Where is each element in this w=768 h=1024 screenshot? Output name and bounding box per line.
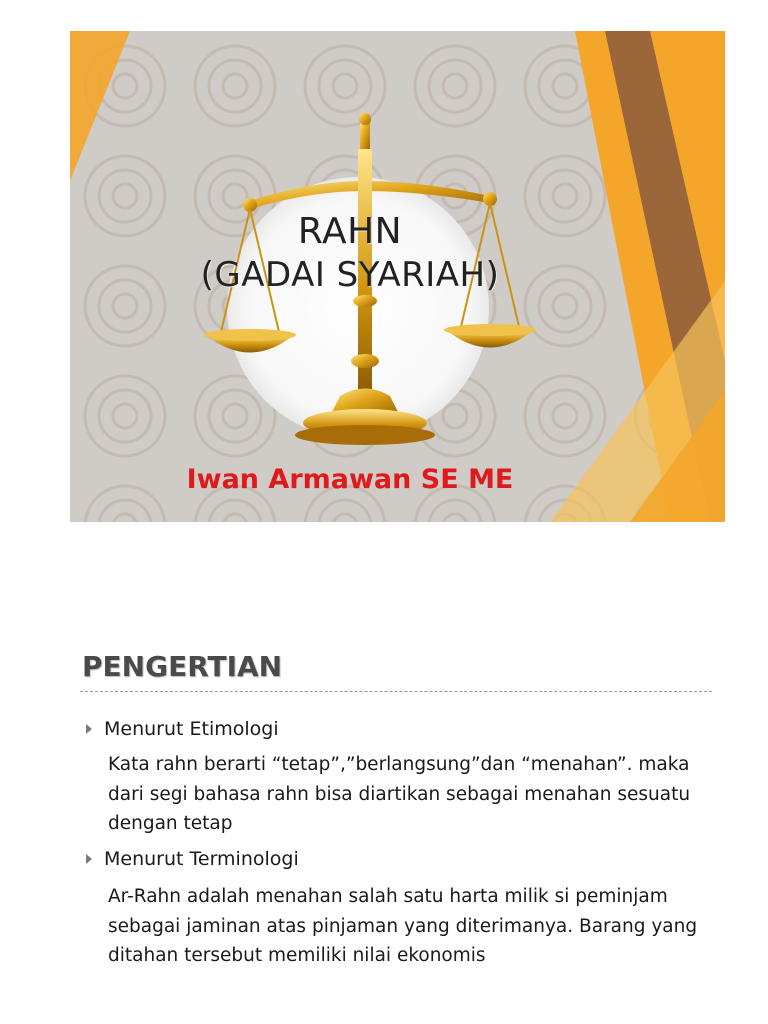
title-slide: [70, 31, 725, 522]
bullet-arrow-icon: [86, 724, 92, 734]
slide-title-line-2: (GADAI SYARIAH): [200, 255, 500, 295]
title-divider: [80, 691, 712, 692]
bullet-heading: Menurut Etimologi: [104, 718, 279, 740]
bullet-arrow-icon: [86, 854, 92, 864]
paragraph-terminologi: Ar-Rahn adalah menahan salah satu harta milik si peminjam sebagai jaminan atas pinjaman yang diterimanya. Barang yang ditahan tersebut memiliki nilai ekonomis: [108, 886, 698, 966]
author-name: Iwan Armawan SE ME: [186, 464, 514, 495]
bullet-terminologi: [86, 848, 299, 870]
paragraph-etimologi: Kata rahn berarti “tetap”,”berlangsung”dan “menahan”. maka dari segi bahasa rahn bisa diartikan sebagai menahan sesuatu dengan tetap: [108, 754, 691, 834]
bullet-heading: Menurut Terminologi: [104, 848, 299, 870]
section-title: PENGERTIAN: [82, 650, 283, 683]
slide-title-line-1: RAHN: [297, 211, 403, 252]
bullet-etimologi: [86, 718, 279, 740]
